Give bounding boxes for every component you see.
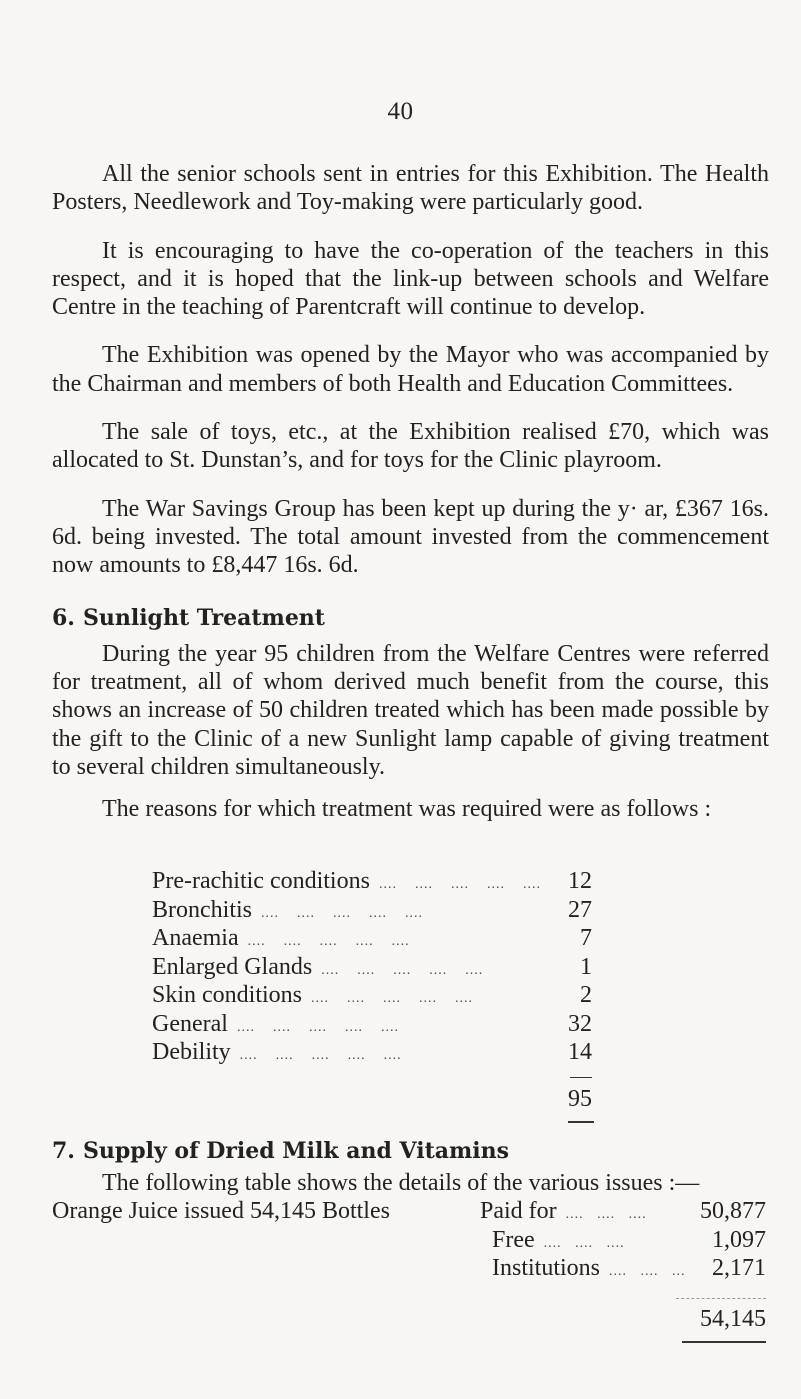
table-row [152,982,592,1011]
table-row [152,1011,592,1040]
section-number: 7. [52,1138,75,1164]
reason-label: Enlarged Glands .... [152,954,552,981]
reason-label: Skin conditions .... [152,982,552,1009]
body-text [52,160,769,844]
table-row [152,868,592,897]
table-row [152,925,592,954]
reason-label: General .... [152,1011,552,1038]
paragraph-teacher-cooperation: It is encouraging to have the co-operation of the teachers in this respect, and it is hoped that the link-up between schools and Welfare Centre in the teaching of Parentcraft will continue to develop. [52,237,769,321]
issues-table [480,1198,766,1284]
issue-label: Paid for .... [480,1198,686,1225]
section-heading-dried-milk [52,1138,509,1164]
total-rule-top [570,1077,592,1078]
table-row [152,1039,592,1068]
issue-value: 2,171 [712,1255,766,1281]
issue-label: Free .... [480,1227,686,1254]
paragraph-toy-sale: The sale of toys, etc., at the Exhibition realised £70, which was allocated to St. Dunstan’s, and for toys for the Clinic playroom. [52,419,769,474]
reason-label: Anaemia .... [152,925,552,952]
paragraph-sunlight-treatment: During the year 95 children from the Welfare Centres were referred for treatment, all of whom derived much benefit from the course, this shows an increase of 50 children treated which has been made possible by the gift to the Clinic of a new Sunlight lamp capable of giving treatment to several children simultaneously. [52,640,769,781]
issue-label: Institutions .... [480,1255,686,1282]
reasons-total: 95 [568,1086,592,1112]
reason-label: Debility .... [152,1039,552,1066]
section-number: 6. [52,604,75,631]
table-row [480,1255,766,1284]
paragraph-exhibition-entries: All the senior schools sent in entries for this Exhibition. The Health Posters, Needlework and Toy-making were particularly good. [52,161,769,216]
reason-value: 12 [568,868,592,894]
paragraph-exhibition-opening: The Exhibition was opened by the Mayor who was accompanied by the Chairman and members of both Health and Education Committees. [52,342,769,397]
table-row [152,897,592,926]
milk-table-intro: The following table shows the details of the various issues :— [102,1170,700,1196]
section-heading-sunlight [52,604,769,632]
table-row [480,1227,766,1256]
reason-label: Bronchitis .... [152,897,552,924]
paragraph-war-savings: The War Savings Group has been kept up during the y· ar, £367 16s. 6d. being invested. The total amount invested from the commencement now amounts to £8,447 16s. 6d. [52,495,769,579]
paragraph-reasons-intro: The reasons for which treatment was required were as follows : [102,796,712,823]
reason-value: 7 [580,925,592,951]
milk-item-orange-juice: Orange Juice issued 54,145 Bottles [52,1198,390,1224]
issue-value: 50,877 [700,1198,766,1224]
reason-label: Pre-rachitic conditions .... [152,868,552,895]
table-row [152,954,592,983]
total-rule-bottom [568,1121,594,1123]
table-row [480,1198,766,1227]
reason-value: 32 [568,1010,592,1037]
section-title: Sunlight Treatment [82,604,325,631]
total-rule-top [676,1298,766,1299]
total-rule-bottom [682,1341,766,1343]
reasons-table [152,868,592,1068]
issue-value: 1,097 [712,1226,766,1253]
reason-value: 27 [568,896,592,923]
reason-value: 14 [568,1039,592,1065]
reason-value: 1 [580,953,592,980]
issues-total: 54,145 [700,1306,766,1332]
reason-value: 2 [580,982,592,1008]
section-title: Supply of Dried Milk and Vitamins [82,1138,510,1164]
page-number: 40 [387,98,414,125]
